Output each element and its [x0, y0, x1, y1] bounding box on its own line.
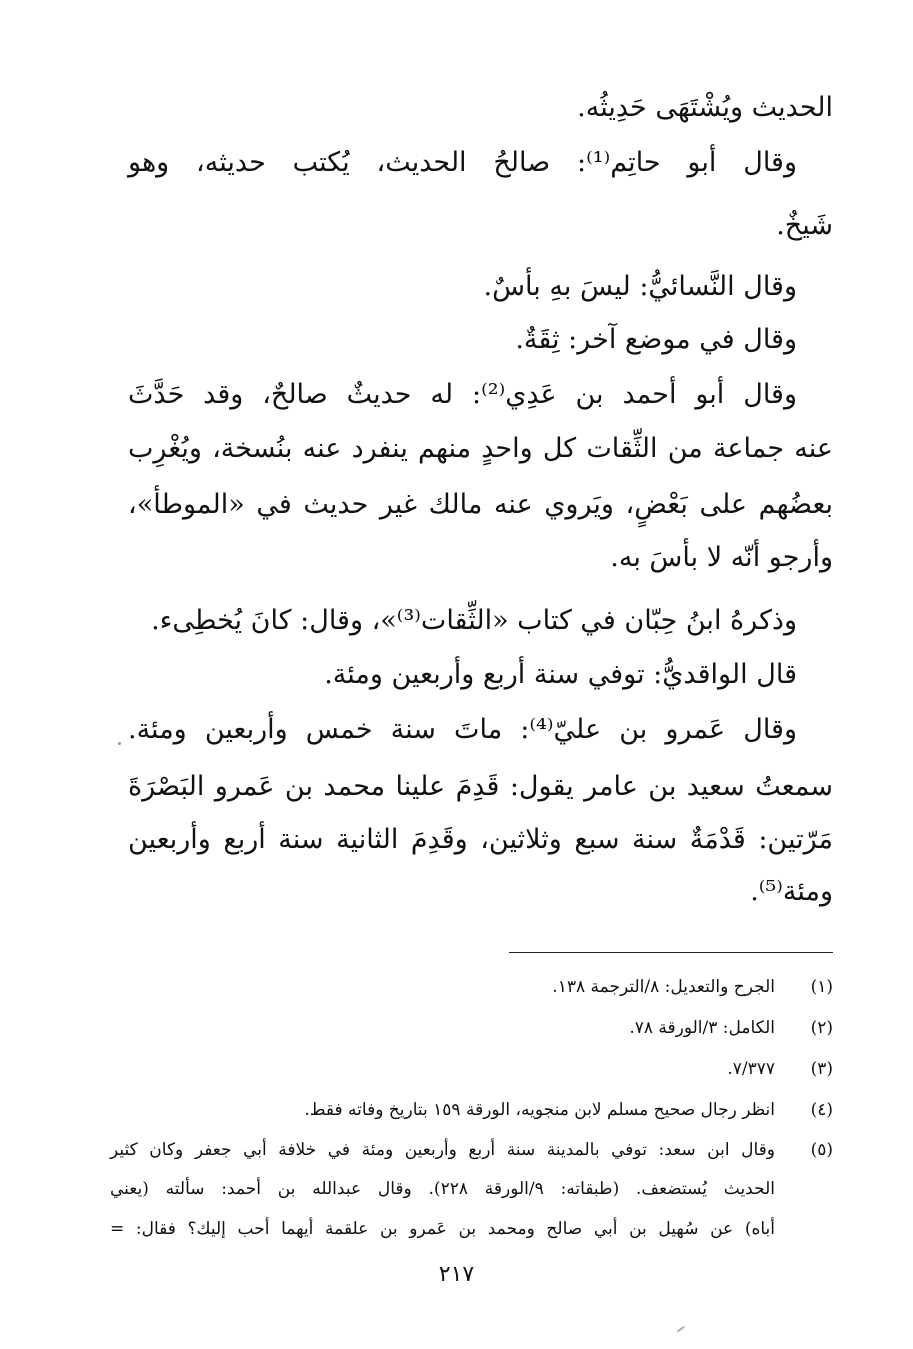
footnote-text: الحديث يُستضعف. (طبقاته: ٩/الورقة ٢٢٨). وقال عبدالله بن أحمد: سألته (يعني: [110, 1179, 775, 1199]
footnote: [110, 970, 833, 1004]
text-line: وذكرهُ ابنُ حِبّان في كتاب «الثِّقات⁽³⁾»، وقال: كانَ يُخطِىء.: [151, 605, 797, 636]
text-line: وقال أبو أحمد بن عَدِي⁽²⁾: له حديثٌ صالحٌ، وقد حَدَّثَ: [128, 379, 797, 410]
footnote-text: الكامل: ٣/الورقة ٧٨.: [629, 1018, 775, 1038]
text-line: ومئة⁽⁵⁾.: [750, 876, 833, 907]
footnote-number: (٥): [810, 1140, 833, 1160]
footnote: [110, 1093, 833, 1127]
footnote-text: ٧/٣٧٧.: [727, 1059, 775, 1079]
text-line: سمعتُ سعيد بن عامر يقول: قَدِمَ علينا محمد بن عَمرو البَصْرَةَ: [128, 771, 833, 802]
footnote-continuation: [110, 1212, 833, 1246]
footnote: [110, 1011, 833, 1045]
text-line: مَرّتين: قَدْمَةٌ سنة سبع وثلاثين، وقَدِمَ الثانية سنة أربع وأربعين: [128, 824, 833, 855]
text-line: الحديث ويُشْتَهَى حَدِيثُه.: [577, 92, 833, 123]
footnote-separator: [509, 952, 833, 953]
footnote-continuation: [110, 1172, 833, 1206]
page-number: ٢١٧: [438, 1262, 475, 1287]
text-line: وقال النَّسائيُّ: ليسَ بهِ بأسٌ.: [483, 271, 797, 302]
text-line: وقال في موضع آخر: ثِقَةٌ.: [515, 324, 797, 355]
text-line: وقال أبو حاتِم⁽¹⁾: صالحُ الحديث، يُكتب حديثه، وهو: [128, 147, 798, 178]
footnote-number: (٢): [810, 1018, 833, 1038]
paper-speck: [118, 742, 121, 745]
footnote-text: انظر رجال صحيح مسلم لابن منجويه، الورقة ١٥٩ بتاريخ وفاته فقط.: [304, 1100, 775, 1120]
footnote-text: وقال ابن سعد: توفي بالمدينة سنة أربع وأربعين ومئة في خلافة أبي جعفر وكان كثير: [110, 1140, 775, 1160]
text-line: وقال عَمرو بن عليّ⁽⁴⁾: ماتَ سنة خمس وأربعين ومئة.: [128, 714, 797, 745]
text-line: عنه جماعة من الثِّقات كل واحدٍ منهم ينفرد عنه بنُسخة، ويُغْرِب: [128, 433, 833, 464]
text-line: شَيخٌ.: [776, 210, 833, 241]
footnote-number: (٤): [810, 1100, 833, 1120]
footnote-number: (١): [810, 977, 833, 997]
text-line: وأرجو أنّه لا بأسَ به.: [610, 542, 833, 573]
text-line: بعضُهم على بَعْضٍ، ويَروي عنه مالك غير حديث في «الموطأ»،: [128, 489, 833, 520]
footnote-number: (٣): [810, 1059, 833, 1079]
footnote: [110, 1052, 833, 1086]
footnote-text: أباه) عن سُهيل بن أبي صالح ومحمد بن عَمرو بن علقمة أيهما أحب إليك؟ فقال: =: [110, 1219, 775, 1239]
footnote: [110, 1133, 833, 1167]
footnote-text: الجرح والتعديل: ٨/الترجمة ١٣٨.: [552, 977, 775, 997]
text-line: قال الواقديُّ: توفي سنة أربع وأربعين ومئة.: [324, 659, 797, 690]
paper-speck: [676, 1325, 685, 1332]
